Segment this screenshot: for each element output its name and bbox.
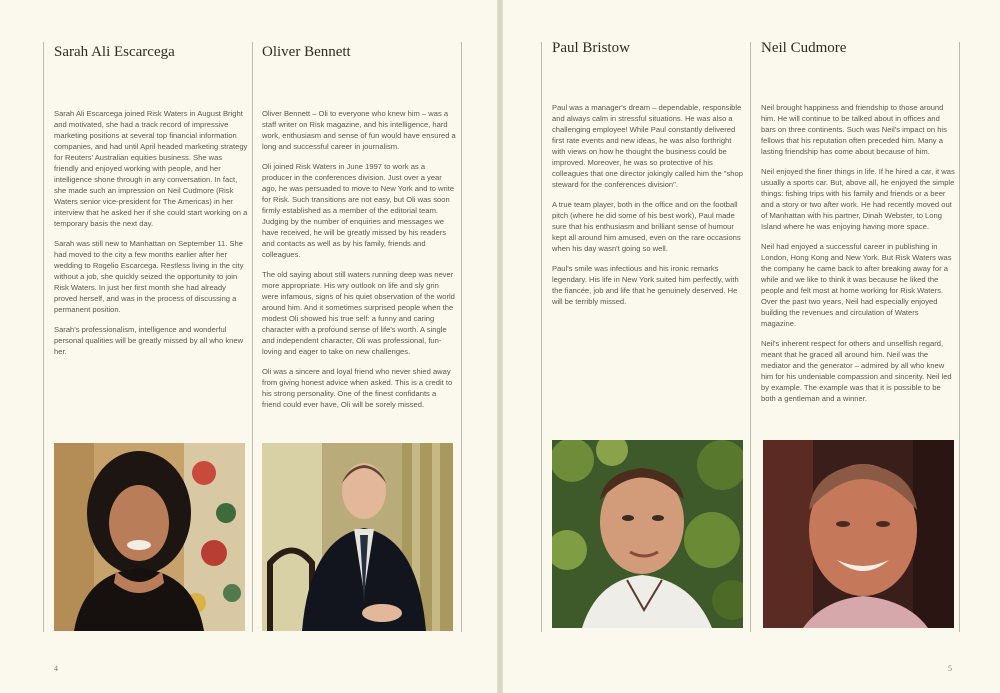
profile-name-neil: Neil Cudmore (761, 40, 847, 56)
paragraph: Neil had enjoyed a successful career in publishing in London, Hong Kong and New York. But Risk Waters was the company he came back to after breaking away for a while and we like to think it was because he liked the people and felt most at home working for Risk Waters. Over the past two years, Neil had especially enjoyed building the revenues and circulation of Waters magazine. (761, 242, 952, 328)
profile-text-sarah (54, 108, 248, 366)
column-rule (959, 42, 960, 632)
paragraph: A true team player, both in the office and on the football pitch (where he did some of his best work), Paul made sure that his enthusiasm and brilliant sense of humour kept all around him amused, even on the rare occasions when his day wasn't going so well. (552, 200, 741, 253)
profile-text-neil (761, 102, 955, 413)
paragraph: The old saying about still waters running deep was never more appropriate. His wry outlook on life and sly grin were infamous, signs of his quiet observation of the world around him. And it sometimes surprised people when the modest Oli showed his true self: a funny and caring character with a profound sense of life's worth. A single and independent character, Oli was professional, fun-loving and eager to take on new challenges. (262, 270, 455, 356)
paragraph: Sarah's professionalism, intelligence and wonderful personal qualities will be greatly missed by all who knew her. (54, 325, 244, 356)
profile-text-paul (552, 102, 746, 316)
paragraph: Oli was a sincere and loyal friend who never shied away from giving honest advice when asked. This is a credit to his strong personality. One of the finest confidants a friend could ever have, Oli will be sorely missed. (262, 367, 453, 409)
profile-name-oliver: Oliver Bennett (262, 44, 351, 60)
paragraph: Oli joined Risk Waters in June 1997 to work as a producer in the conferences division. Just over a year ago, he was persuaded to move to New York and to write for Risk. Such transitions are not easy, but Oli was soon firmly established as a member of the editorial team. Judging by the number of enquiries and messages we have received, he will be greatly missed by his readers and contacts as well as by his family, friends and colleagues. (262, 162, 455, 259)
paragraph: Neil brought happiness and friendship to those around him. He will continue to be talked about in offices and bars on three continents. Such was Neil's impact on his fellows that his reputation often preceded him. Many a lasting friendship has come about because of him. (761, 103, 947, 156)
book-gutter (497, 0, 503, 693)
paragraph: Oliver Bennett – Oli to everyone who knew him – was a staff writer on Risk magazine, and his intelligence, hard work, enthusiasm and sense of fun would have ensured a long and successful career in journalism. (262, 109, 456, 151)
paragraph: Neil enjoyed the finer things in life. If he hired a car, it was usually a sports car. But, above all, he enjoyed the simple things: fishing trips with his family and friends or a beer and a story or two after work. He had recently moved out of Manhattan with his partner, Dinah Webster, to Long Island where he was enjoying having more space. (761, 167, 955, 231)
page-number: 5 (948, 664, 952, 673)
profile-text-oliver (262, 108, 456, 419)
page-number: 4 (54, 664, 58, 673)
portrait-man-smiling-photo (763, 440, 954, 628)
column-rule (750, 42, 751, 632)
column-rule (43, 42, 44, 632)
profile-name-sarah: Sarah Ali Escarcega (54, 44, 175, 60)
column-rule (461, 42, 462, 632)
paragraph: Paul's smile was infectious and his ironic remarks legendary. His life in New York suited him perfectly, with the fiancée, job and life that he genuinely deserved. He will be terribly missed. (552, 264, 739, 306)
paragraph: Sarah was still new to Manhattan on September 11. She had moved to the city a few months earlier after her wedding to Rogelio Escarcega. Restless living in the city without a job, she quickly seized the opportunity to join Risk Waters. In just her first month she had already proved herself, and was in the process of discussing a permanent position. (54, 239, 244, 314)
paragraph: Paul was a manager's dream – dependable, responsible and always calm in stressful situations. He was also a challenging employee! While Paul constantly delivered first rate events and new ideas, he was also forthright with views on how he thought the business could be improved. Moreover, he was so protective of his colleagues that one director jokingly called him the "shop steward for the conferences division". (552, 103, 743, 189)
column-rule (541, 42, 542, 632)
column-rule (252, 42, 253, 632)
paragraph: Neil's inherent respect for others and unselfish regard, meant that he graced all around him. Neil was the mediator and the generator – admired by all who knew him for his undeniable compassion and sincerity. Neil led by example. The example was that it is possible to be both a gentleman and a winner. (761, 339, 952, 403)
portrait-man-foliage-photo (552, 440, 743, 628)
portrait-woman-photo (54, 443, 245, 631)
portrait-man-seated-photo (262, 443, 453, 631)
paragraph: Sarah Ali Escarcega joined Risk Waters in August Bright and motivated, she had a track record of impressive marketing positions at several top financial information companies, and had until April headed marketing strategy for Reuters' Australian equities business. She was friendly and enjoyed working with people, and her intelligence shone through in any conversation. In fact, she made such an impression on Neil Cudmore (Risk Waters senior vice-president for The Americas) in her interview that he asked her if she could start working on a temporary basis the next day. (54, 109, 248, 228)
profile-name-paul: Paul Bristow (552, 40, 630, 56)
